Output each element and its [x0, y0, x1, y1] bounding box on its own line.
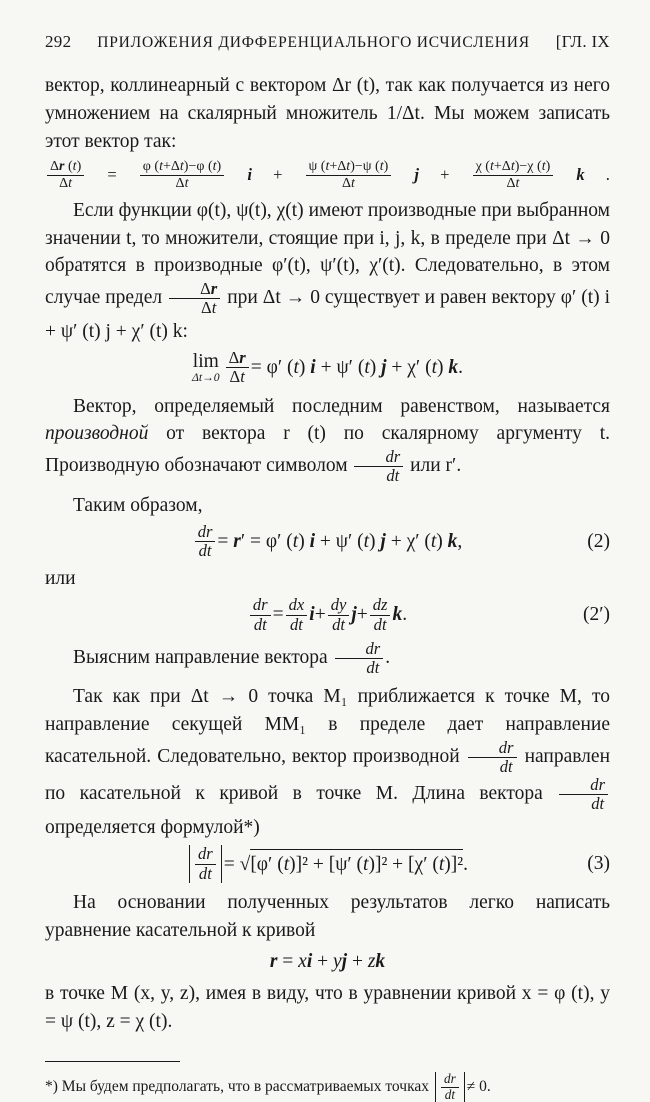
chapter-label: [ГЛ. IX	[555, 32, 610, 51]
paragraph-7: На основании полученных результатов легко написать уравнение касательной к кривой	[45, 891, 610, 941]
paragraph-2: Если функции φ(t), ψ(t), χ(t) имеют производные при выбранном значении t, то множители, стоящие при i, j, k, в пределе при Δt → 0 обратятся в производные φ′(t), ψ′(t), χ′(t). Следовательно, в этом случае предел $\frac{\Delta r}{\Delta t}$ при Δt → 0 существует и равен вектору φ′ (t) i + ψ′ (t) j + χ′ (t) k:	[45, 200, 611, 342]
paragraph-1: вектор, коллинеарный с вектором Δr (t), так как получается из него умножением на скалярный множитель 1/Δt. Мы можем записать этот вектор так:	[45, 75, 610, 152]
equation-2: $\frac{dr}{dt}$ = r′ = φ′ (t) i + ψ′ (t) j + χ′ (t) k, (2)	[45, 523, 610, 560]
page	[45, 30, 610, 1102]
paragraph-8: в точке M (x, y, z), имея в виду, что в уравнении кривой x = φ (t), y = ψ (t), z = χ (t).	[45, 982, 610, 1032]
paragraph-5: Выясним направление вектора $\frac{dr}{dt}$ .	[73, 638, 391, 678]
term-derivative: производной	[45, 423, 149, 445]
word-or: или	[45, 567, 76, 589]
running-header	[45, 30, 610, 54]
page-number: 292	[45, 32, 72, 51]
equation-3: $\frac{dr}{dt}$ = √[φ′ (t)]² + [ψ′ (t)]² + [χ′ (t)]². (3)	[45, 845, 610, 882]
equation-number: (3)	[587, 853, 610, 875]
paragraph-4: Таким образом,	[73, 494, 203, 516]
paragraph-3: Вектор, определяемый последним равенством, называется производной от вектора r (t) по скалярному аргументу t. Производную обозначают символом $\frac{dr}{dt}$ или r′.	[45, 395, 610, 486]
equation-limit: lim Δt→0 $\frac{\Delta r}{\Delta t}$ = φ′ (t) i + ψ′ (t) j + χ′ (t) k.	[191, 348, 463, 387]
equation-curve: r = xi + yj + zk	[269, 951, 386, 973]
equation-difference-quotient: $\frac{\Delta r (t)}{\Delta t}$ = $\frac{\varphi (t+\Delta t)-\varphi (t)}{\Delta t}$ i + $\frac{\psi (t+\Delta t)-\psi (t)}{\Delta t}$ j + $\frac{\chi (t+\Delta t)-\chi (t)}{\Delta t}$ k .	[45, 159, 610, 191]
footnote-rule	[45, 1061, 180, 1062]
equation-2-prime: $\frac{dr}{dt}$ = $\frac{dx}{dt}$ i + $\frac{dy}{dt}$ j + $\frac{dz}{dt}$ k . (2′)	[45, 596, 610, 633]
equation-number: (2′)	[582, 604, 610, 626]
footnote: *) Мы будем предполагать, что в рассматриваемых точках $\frac{dr}{dt}$ ≠ 0.	[45, 1071, 491, 1102]
equation-number: (2)	[587, 531, 610, 553]
paragraph-6: Так как при Δt → 0 точка M₁ приближается к точке M, то направление секущей MM₁ в пределе дает направление касательной. Следовательно, вектор производной $\frac{dr}{dt}$ направлен по касательной к кривой в точке M. Длина вектора $\frac{dr}{dt}$ определяется формулой*)	[45, 686, 611, 838]
running-title: ПРИЛОЖЕНИЯ ДИФФЕРЕНЦИАЛЬНОГО ИСЧИСЛЕНИЯ	[97, 34, 530, 51]
